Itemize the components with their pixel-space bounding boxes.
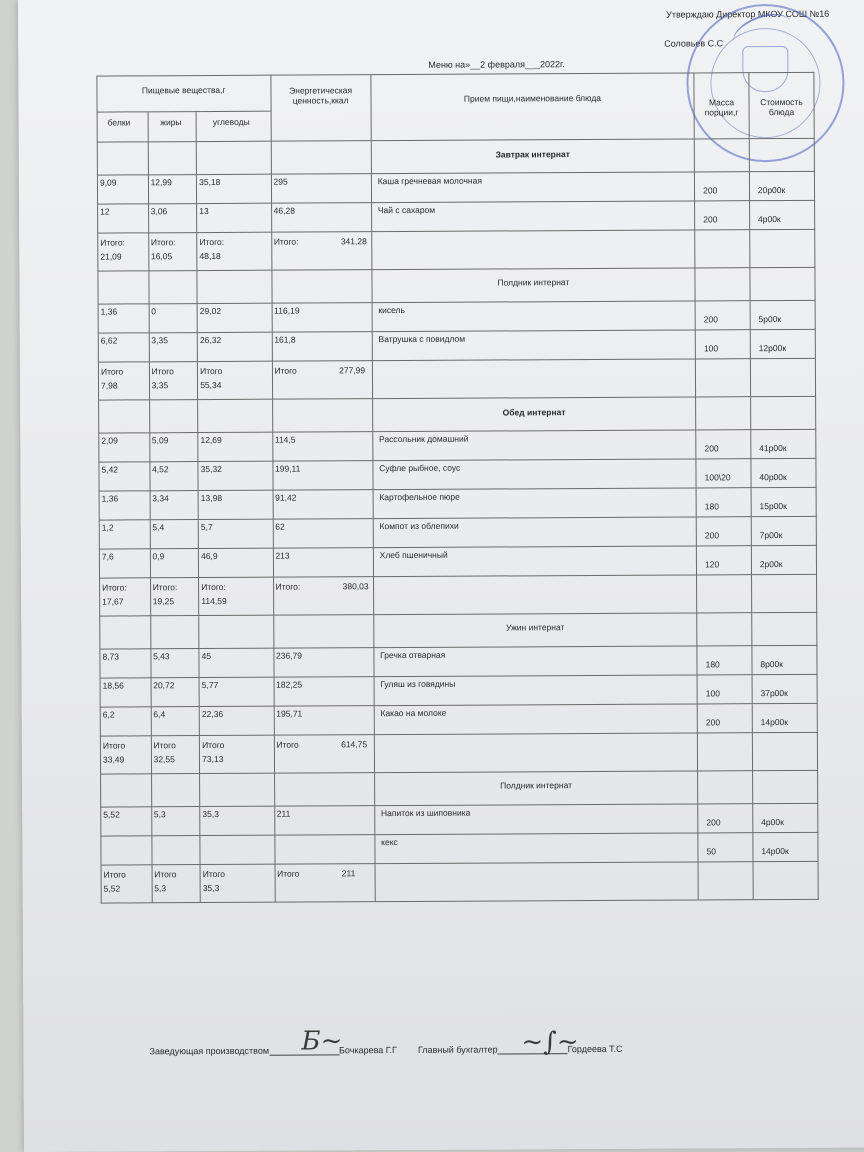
table-row [98,200,815,233]
fats-cell: Итого: 16,05 [148,233,197,271]
dish-name-cell: Какао на молоке [374,704,698,735]
meal-header: Прием пищи,наименование блюда [371,73,695,141]
mass-cell: 50 [698,833,753,862]
section-title: Завтрак интернат [371,139,695,174]
proteins-cell: 6,62 [98,333,149,362]
proteins-cell: Итого: 21,09 [98,233,149,271]
carbs-cell: 22,36 [199,706,274,735]
proteins-cell [101,836,152,865]
proteins-cell: 8,73 [100,649,151,678]
energy-cell: 46,28 [271,203,371,233]
carbs-cell: 5,7 [198,519,273,548]
mass-cell: 180 [696,488,751,517]
fats-cell: 5,4 [150,520,199,549]
proteins-cell: 7,6 [99,549,150,578]
carbs-cell: Итого 35,3 [200,864,275,902]
dish-name-cell [372,359,696,399]
cost-header: Стоимость блюда [749,72,815,138]
section-title: Обед интернат [372,397,696,432]
proteins-cell: 6,2 [100,707,151,736]
dish-name-cell: Компот из облепихи [373,517,697,548]
carbs-cell: Итого 73,13 [200,735,275,773]
mass-cell: 200 [695,172,750,201]
carbs-cell [200,835,275,864]
cost-cell [753,861,818,899]
table-row [99,487,816,520]
section-row [100,612,817,649]
mass-cell [698,862,753,900]
carbs-cell: 35,18 [197,174,272,203]
table-row [101,803,818,836]
carbs-cell: 29,02 [197,303,272,332]
proteins-cell: 12 [98,204,149,233]
header-row [97,72,814,112]
energy-header: Энергетическая ценность,ккал [270,75,371,142]
energy-cell: Итого: 380,03 [273,577,373,616]
table-row [100,645,817,678]
cost-cell: 14р00к [753,832,818,861]
table-row [100,674,817,707]
energy-cell: 62 [273,519,373,549]
energy-cell: 213 [273,548,373,578]
dish-name-cell: Чай с сахаром [371,201,695,232]
mass-cell: 180 [697,646,752,675]
total-row [101,861,818,903]
cost-cell: 2р00к [751,545,816,574]
fats-cell: 0,9 [150,549,199,578]
menu-title: Меню на»__2 февраля___2022г. [428,59,565,70]
document-page [18,0,864,1152]
accountant-name: Гордеева Т.С [567,1043,623,1055]
section-row [99,396,816,433]
dish-name-cell [371,230,695,270]
table-row [98,329,815,362]
approval-line: Утверждаю Директор МКОУ СОШ №16 [666,8,830,20]
dish-name-cell: Рассольник домашний [372,430,696,461]
cost-cell: 40р00к [751,458,816,487]
energy-cell: 91,42 [273,490,373,520]
dish-name-cell [374,733,698,773]
table-row [99,516,816,549]
dish-name-cell: Ватрушка с повидлом [372,330,696,361]
dish-name-cell: Гуляш из говядины [374,675,698,706]
energy-cell: Итого 211 [275,864,375,903]
fats-header: жиры [148,112,197,142]
proteins-cell: Итого: 17,67 [100,578,151,616]
mass-header: Масса порции,г [694,73,749,139]
signature-mark: ~∫~ [521,1027,579,1058]
dish-name-cell: Картофельное пюре [373,488,697,519]
energy-cell: Итого 277,99 [272,361,372,400]
table-row [97,171,814,204]
total-row [98,358,815,400]
total-row [98,229,815,271]
energy-cell: 295 [271,174,371,204]
mass-cell: 200 [698,804,753,833]
cost-cell: 15р00к [751,487,816,516]
dish-name-cell: Напиток из шиповника [374,804,698,835]
section-title: Полдник интернат [374,771,698,806]
proteins-cell: 2,09 [99,433,150,462]
mass-cell [695,230,750,268]
mass-cell: 200 [696,517,751,546]
carbs-cell: 13 [197,203,272,232]
total-row [100,732,817,774]
cost-cell: 41р00к [751,429,816,458]
fats-cell: 4,52 [150,462,199,491]
mass-cell: 200 [697,704,752,733]
carbs-cell: 46,9 [199,548,274,577]
dish-name-cell: Гречка отварная [374,646,698,677]
dish-name-cell: кекс [375,833,699,864]
table-row [99,458,816,491]
fats-cell: 5,3 [151,807,200,836]
energy-cell: Итого: 341,28 [271,232,371,271]
fats-cell: Итого 3,35 [149,362,198,400]
fats-cell: Итого 5,3 [152,865,201,903]
cost-cell: 8р00к [752,645,817,674]
fats-cell: 0 [149,304,198,333]
table-row [98,300,815,333]
mass-cell: 200 [695,301,750,330]
carbs-cell: 12,69 [198,432,273,461]
proteins-cell: 5,52 [101,807,152,836]
head-name: Бочкарева Г.Г [338,1045,397,1056]
cost-cell: 12р00к [750,329,815,358]
section-row [101,770,818,807]
dish-name-cell: кисель [372,301,696,332]
cost-cell: 37р00к [752,674,817,703]
energy-cell: 182,25 [274,677,374,707]
fats-cell: 3,06 [148,204,197,233]
fats-cell: 3,35 [149,333,198,362]
fats-cell: Итого 32,55 [151,736,200,774]
director-name: Соловьев С.С [664,38,724,49]
mass-cell: 120 [696,546,751,575]
proteins-cell: 5,42 [99,462,150,491]
carbs-cell: Итого: 48,18 [197,232,272,270]
dish-name-cell [375,862,699,902]
cost-cell [750,358,815,396]
dish-name-cell [373,575,697,615]
proteins-header: белки [97,112,148,142]
total-row [100,574,817,616]
mass-cell [697,733,752,771]
fats-cell: 5,09 [149,433,198,462]
carbs-cell: 35,32 [198,461,273,490]
energy-cell: 199,11 [272,461,372,491]
fats-cell [151,836,200,865]
carbs-cell: 5,77 [199,677,274,706]
menu-table [96,72,818,904]
section-title: Ужин интернат [373,613,697,648]
proteins-cell: 1,36 [98,304,149,333]
cost-cell: 4р00к [753,803,818,832]
proteins-cell: 9,09 [97,175,148,204]
section-row [97,138,814,175]
carbs-cell: Итого: 114,59 [199,577,274,615]
table-row [101,832,818,865]
mass-cell [695,359,750,397]
carbs-cell: 26,32 [197,332,272,361]
section-row [98,267,815,304]
cost-cell: 5р00к [750,300,815,329]
energy-cell: 195,71 [274,706,374,736]
proteins-cell: 1,36 [99,491,150,520]
mass-cell: 200 [696,430,751,459]
proteins-cell: Итого 5,52 [101,865,152,903]
energy-cell: 161,8 [272,332,372,362]
energy-cell: Итого 614,75 [274,735,374,774]
energy-cell: 116,19 [272,303,372,333]
carbs-header: углеводы [196,111,271,141]
proteins-cell: Итого 7,98 [98,362,149,400]
fats-cell: 5,43 [151,649,200,678]
mass-cell: 100 [695,330,750,359]
energy-cell: 211 [274,806,374,836]
fats-cell: 6,4 [151,707,200,736]
energy-cell: 114,5 [272,432,372,462]
carbs-cell: 35,3 [200,806,275,835]
dish-name-cell: Хлеб пшеничный [373,546,697,577]
table-row [99,429,816,462]
energy-cell [274,835,374,865]
fats-cell: Итого: 19,25 [150,578,199,616]
carbs-cell: 45 [199,648,274,677]
proteins-cell: Итого 33,49 [100,736,151,774]
section-title: Полдник интернат [372,268,696,303]
fats-cell: 3,34 [150,491,199,520]
signature-mark: Б~ [301,1026,343,1057]
cost-cell [752,732,817,770]
energy-cell: 236,79 [273,648,373,678]
head-label: Заведующая производством [149,1045,270,1057]
cost-cell [751,574,816,612]
proteins-cell: 1,2 [99,520,150,549]
mass-cell: 200 [695,201,750,230]
table-row [99,545,816,578]
fats-cell: 20,72 [151,678,200,707]
mass-cell: 100\20 [696,459,751,488]
carbs-cell: 13,98 [198,490,273,519]
accountant-label: Главный бухгалтер [417,1044,498,1055]
cost-cell: 4р00к [749,200,814,229]
cost-cell [750,229,815,267]
cost-cell: 14р00к [752,703,817,732]
dish-name-cell: Суфле рыбное, соус [373,459,697,490]
table-row [100,703,817,736]
cost-cell: 7р00к [751,516,816,545]
carbs-cell: Итого 55,34 [198,361,273,399]
mass-cell [697,575,752,613]
proteins-cell: 18,56 [100,678,151,707]
mass-cell: 100 [697,675,752,704]
cost-cell: 20р00к [749,171,814,200]
fats-cell: 12,99 [148,175,197,204]
nutrients-header: Пищевые вещества,г [97,75,271,112]
dish-name-cell: Каша гречневая молочная [371,172,695,203]
